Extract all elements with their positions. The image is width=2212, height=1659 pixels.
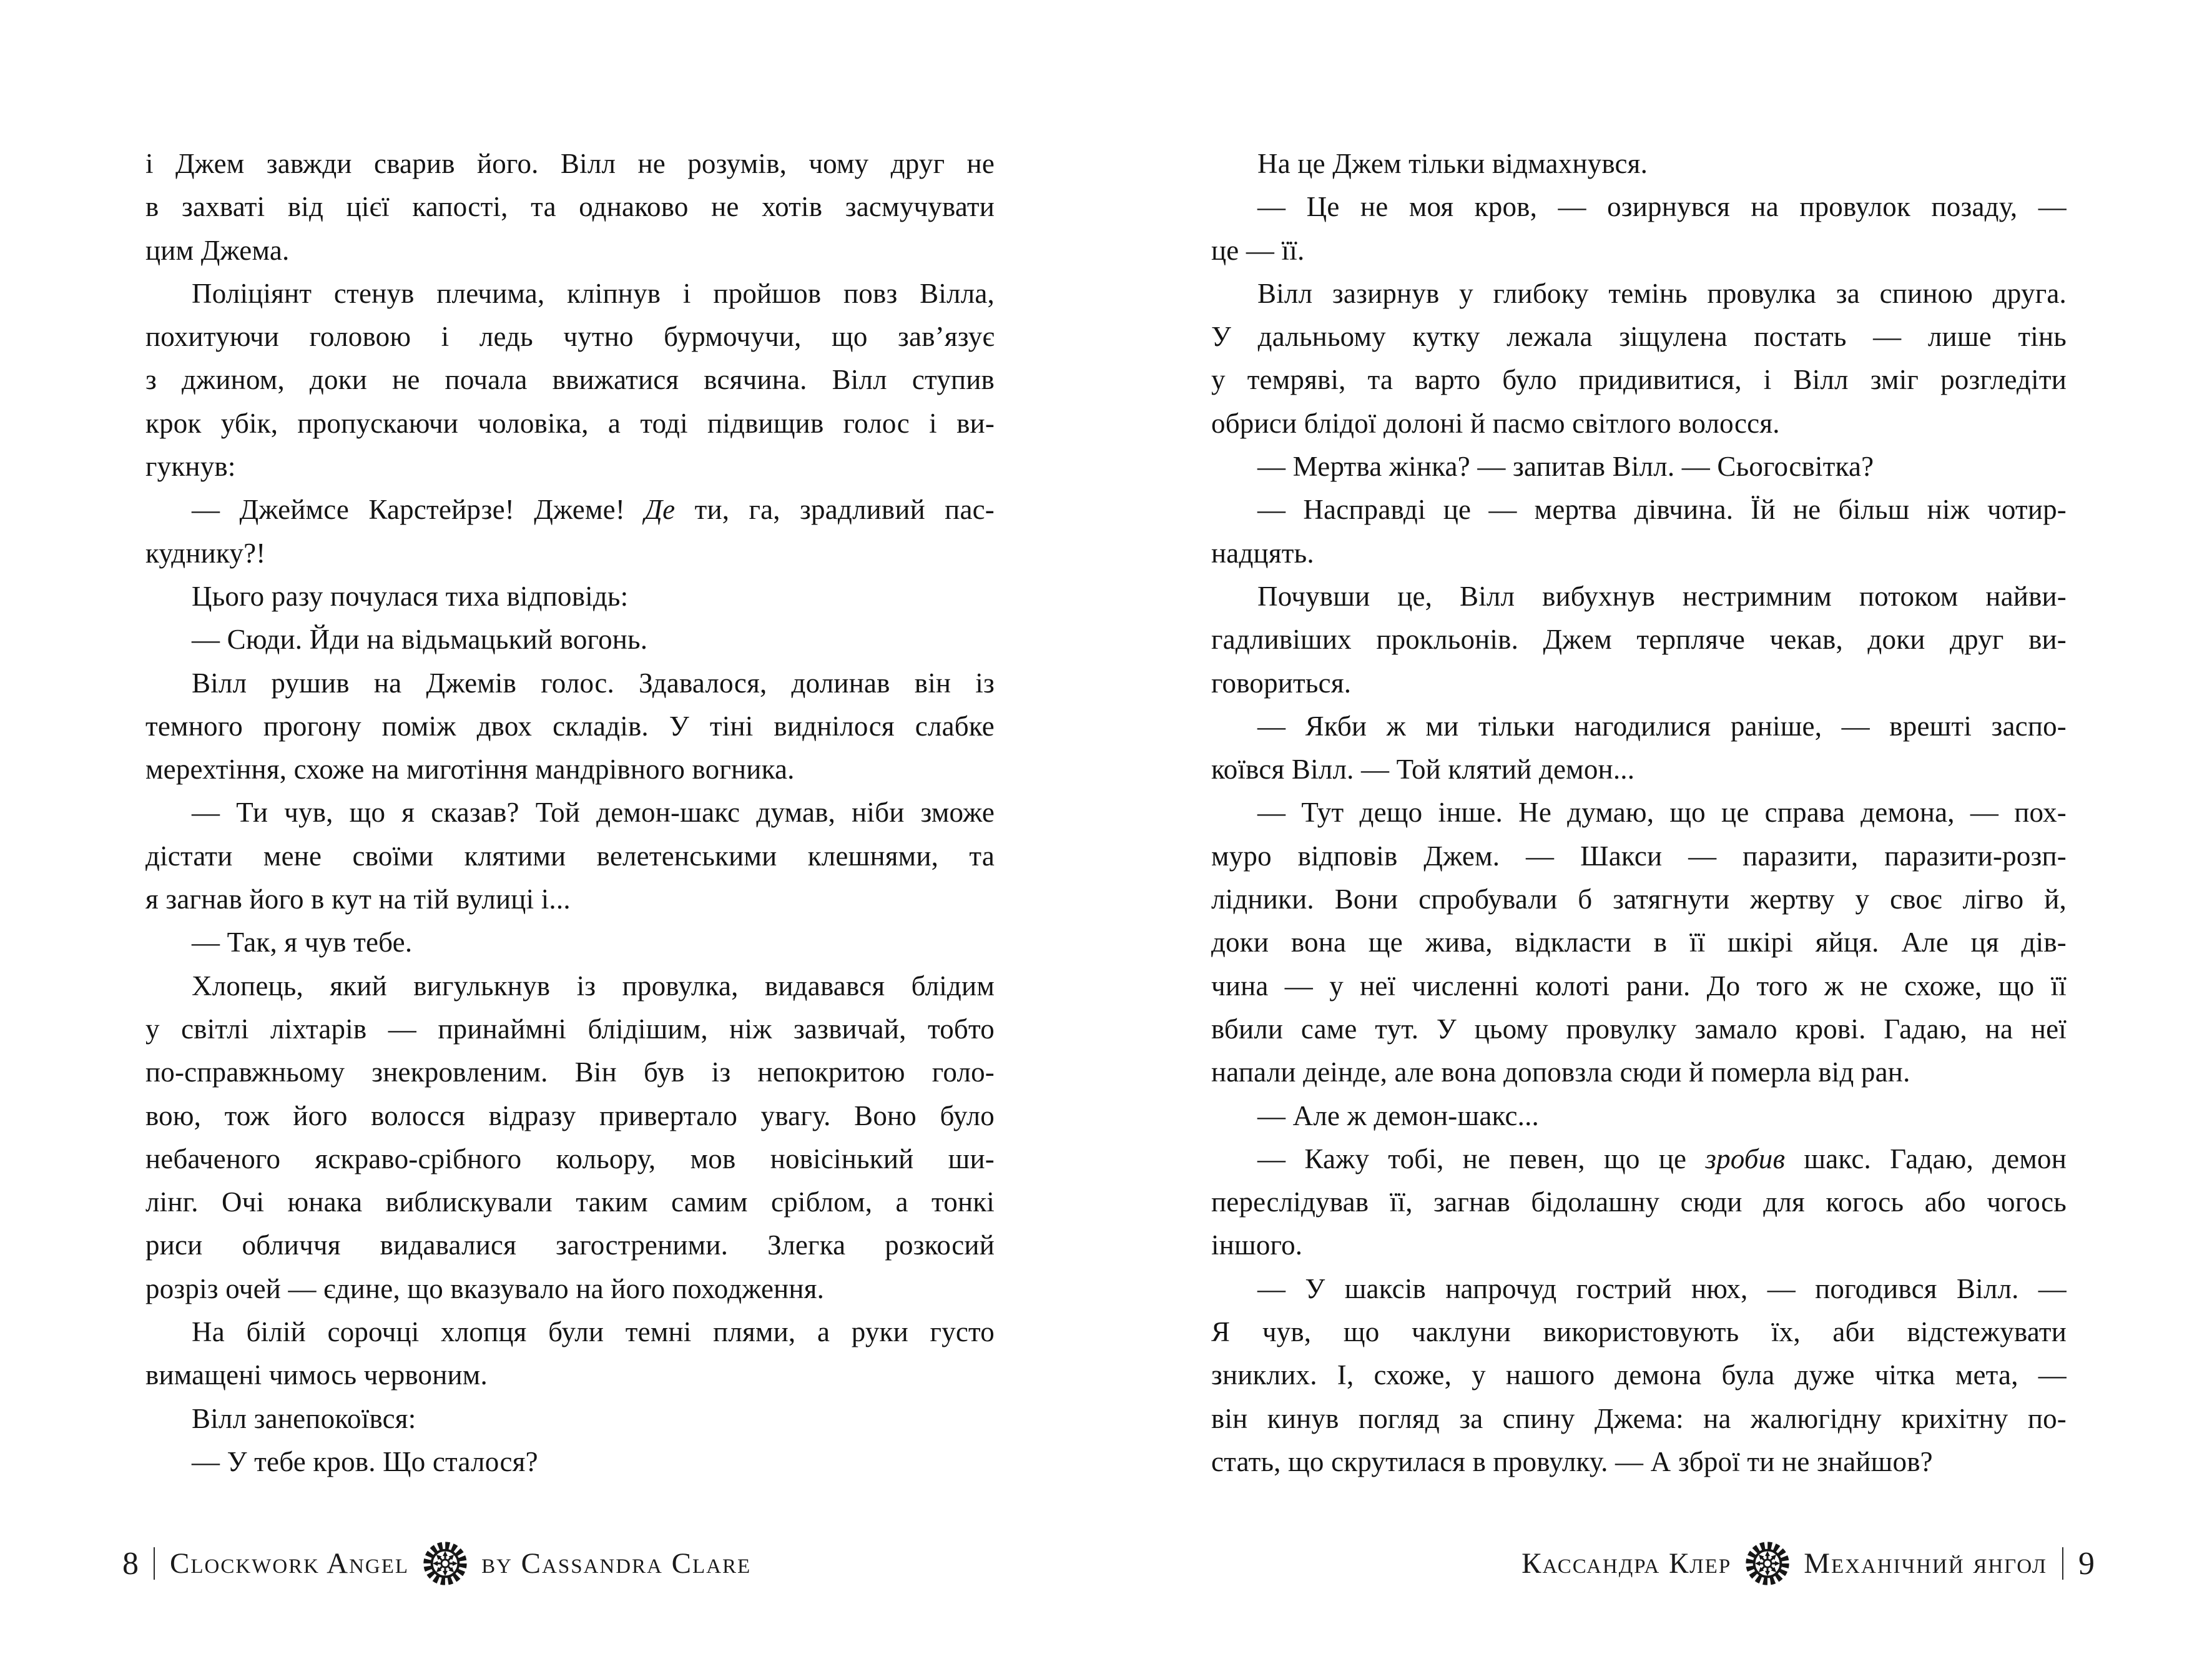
text-line: лінг. Очі юнака виблискували таким самим сріблом, а тонкі [145,1186,995,1218]
text-line: іншого. [1211,1229,1303,1261]
text-line: надцять. [1211,537,1314,569]
text-line: і Джем завжди сварив його. Вілл не розумів, чому друг не [145,148,995,179]
text-line: небаченого яскраво-срібного кольору, мов новісінький ши- [145,1143,995,1174]
text-line: переслідував її, загнав бідолашну сюди для когось або чогось [1211,1186,2067,1218]
footer-separator-bar [2062,1547,2063,1580]
left-page-footer [122,1541,751,1586]
left-page-text [145,142,995,1484]
right-page-text [1211,142,2067,1484]
text-line: крок убік, пропускаючи чоловіка, а тоді підвищив голос і ви- [145,407,995,439]
author-credit-footer: by Cassandra Clare [481,1547,752,1580]
text-line: з джином, доки не почала ввижатися всячина. Вілл ступив [145,364,995,396]
text-line: мерехтіння, схоже на миготіння мандрівного вогника. [145,754,795,785]
gear-icon [1744,1540,1791,1587]
text-line: в захваті від цієї капості, та однаково не хотів засмучувати [145,191,995,223]
text-line: — Ти чув, що я сказав? Той демон-шакс думав, ніби зможе [192,797,995,829]
right-page-number: 9 [2078,1545,2095,1582]
text-line: — Кажу тобі, не певен, що це зробив шакс. Гадаю, демон [1257,1143,2067,1174]
text-line: муро відповів Джем. — Шакси — паразити, паразити-розп- [1211,840,2067,872]
text-line: Вілл зазирнув у глибоку темінь провулка за спиною друга. [1257,277,2067,309]
text-line: стать, що скрутилася в провулку. — А зброї ти не знайшов? [1211,1445,1933,1477]
text-line: — Мертва жінка? — запитав Вілл. — Сьогосвітка? [1257,451,1874,483]
left-page-number: 8 [122,1545,139,1582]
text-line: риси обличчя видавалися загостреними. Злегка розкосий [145,1229,995,1261]
text-line: Хлопець, який вигулькнув із провулка, видавався блідим [192,970,995,1002]
text-line: — Насправді це — мертва дівчина. Їй не більш ніж чотир- [1257,494,2067,526]
text-line: дістати мене своїми клятими велетенськими клешнями, та [145,840,995,872]
text-line: похитуючи головою і ледь чутно бурмочучи, що зав’язує [145,321,995,353]
gear-icon [421,1540,469,1587]
text-line: коївся Вілл. — Той клятий демон... [1211,754,1635,785]
text-line: зниклих. І, схоже, у нашого демона була дуже чітка мета, — [1211,1359,2067,1391]
text-line: розріз очей — єдине, що вказувало на його походження. [145,1273,825,1304]
text-line: чина — у неї численні колоті рани. До того ж не схоже, що її [1211,970,2067,1002]
text-line: я загнав його в кут на тій вулиці і... [145,884,571,915]
footer-separator-bar [154,1547,155,1580]
text-line: Поліціянт стенув плечима, кліпнув і пройшов повз Вілла, [192,277,995,309]
text-line: — Але ж демон-шакс... [1257,1100,1539,1131]
author-name-footer: Кассандра Клер [1521,1547,1732,1580]
text-line: вимащені чимось червоним. [145,1359,488,1391]
text-line: На білій сорочці хлопця були темні плями, а руки густо [192,1316,995,1348]
text-line: по-справжньому знекровленим. Він був із непокритою голо- [145,1056,995,1088]
text-line: гадливіших прокльонів. Джем терпляче чекав, доки друг ви- [1211,624,2067,656]
text-line: вою, тож його волосся відразу привертало увагу. Воно було [145,1100,995,1131]
book-title-footer: Механічний янгол [1804,1547,2047,1580]
text-line: — Якби ж ми тільки нагодилися раніше, — врешті заспо- [1257,710,2067,742]
text-line: На це Джем тільки відмахнувся. [1257,148,1648,179]
text-line: напали деінде, але вона доповзла сюди й померла від ран. [1211,1056,1910,1088]
text-line: темного прогону поміж двох складів. У тіні виднілося слабке [145,710,995,742]
text-line: говориться. [1211,667,1352,699]
text-line: лідники. Вони спробували б затягнути жертву у своє лігво й, [1211,884,2067,915]
text-line: — У шаксів напрочуд гострий нюх, — погодився Вілл. — [1257,1273,2067,1304]
text-line: — У тебе кров. Що сталося? [192,1445,538,1477]
text-line: — Це не моя кров, — озирнувся на провулок позаду, — [1257,191,2067,223]
text-line: — Тут дещо інше. Не думаю, що це справа демона, — пох- [1257,797,2067,829]
text-line: Вілл занепокоївся: [192,1402,416,1434]
text-line: це — її. [1211,234,1305,266]
text-line: Цього разу почулася тиха відповідь: [192,580,629,612]
text-line: — Так, я чув тебе. [192,927,413,958]
text-line: він кинув погляд за спину Джема: на жалюгідну крихітну по- [1211,1402,2067,1434]
text-line: — Джеймсе Карстейрзе! Джеме! Де ти, га, зрадливий пас- [192,494,995,526]
text-line: Я чув, що чаклуни використовують їх, аби відстежувати [1211,1316,2067,1348]
text-line: вбили саме тут. У цьому провулку замало крові. Гадаю, на неї [1211,1013,2067,1045]
right-page-footer [1521,1541,2095,1586]
text-line: — Сюди. Йди на відьмацький вогонь. [192,624,648,656]
text-line: Вілл рушив на Джемів голос. Здавалося, долинав він із [192,667,995,699]
text-line: обриси блідої долоні й пасмо світлого волосся. [1211,407,1780,439]
text-line: куднику?! [145,537,266,569]
text-line: цим Джема. [145,234,290,266]
text-line: Почувши це, Вілл вибухнув нестримним потоком найви- [1257,580,2067,612]
text-line: гукнув: [145,451,236,483]
text-line: У дальньому кутку лежала зіщулена постать — лише тінь [1211,321,2067,353]
text-line: у світлі ліхтарів — принаймні блідішим, ніж зазвичай, тобто [145,1013,995,1045]
text-line: доки вона ще жива, відкласти в її шкірі яйця. Але ця дів- [1211,927,2067,958]
text-line: у темряві, та варто було придивитися, і Вілл зміг розгледіти [1211,364,2067,396]
book-title-footer: Clockwork Angel [170,1547,410,1580]
